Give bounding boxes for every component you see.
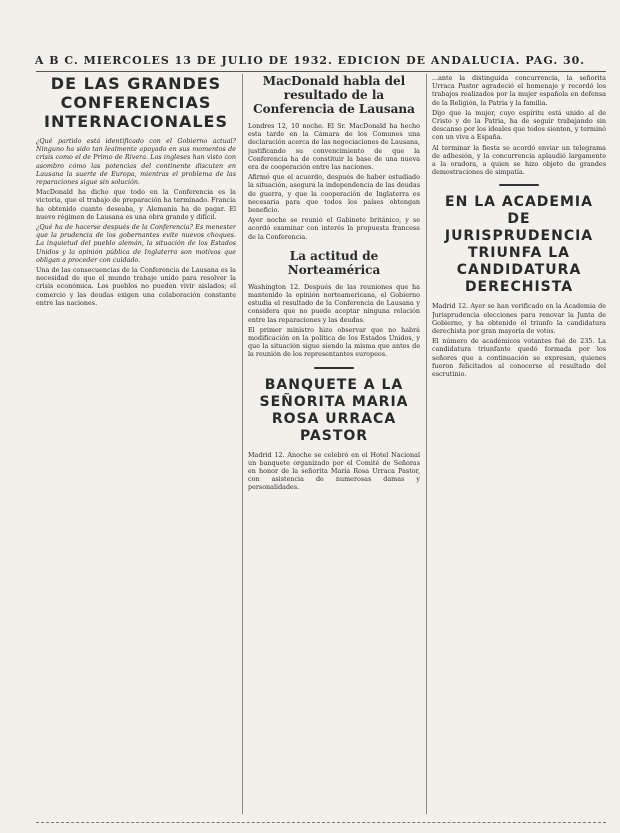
- column-3: [432, 74, 606, 814]
- article-headline: EN LA ACADEMIA DE JURISPRUDENCIA TRIUNFA LA CANDIDATURA DERECHISTA: [444, 194, 594, 296]
- article-paragraph: Washington 12. Después de las reuniones que ha mantenido la opinión norteamericana, el Gobierno estudia el resultado de la Conferencia de Lausana y considera que no puede aceptar ninguna relación entre las reparaciones y las deudas.: [248, 282, 420, 324]
- article-paragraph: Una de las consecuencias de la Conferencia de Lausana es la necesidad de que el mundo trabaje unido para resolver la crisis económica. Los pueblos no pueden vivir aislados; el comercio y las deudas exigen una colaboración constante entre las naciones.: [36, 266, 236, 307]
- article-paragraph: El primer ministro hizo observar que no habrá modificación en la política de los Estados Unidos, y que la situación sigue siendo la misma que antes de la reunión de los representantes europeos.: [248, 325, 420, 359]
- column-1: [36, 74, 236, 814]
- article-paragraph: El número de académicos votantes fué de 235. La candidatura triunfante quedó formada por los señores que a continuación se expresan, quienes fueron felicitados al conocerse el resultado del escrutinio.: [432, 337, 606, 379]
- article-paragraph: Al terminar la fiesta se acordó enviar un telegrama de adhesión, y la concurrencia aplaudió largamente a la oradora, a quien se hizo objeto de grandes demostraciones de simpatía.: [432, 143, 606, 177]
- article-paragraph: MacDonald ha dicho que todo en la Conferencia es la victoria, que el trabajo de preparación ha terminado. Francia ha obtenido cuanto deseaba, y Alemania ha de pagar. El nuevo régimen de Lausana es una obra grande y difícil.: [36, 188, 236, 221]
- section-divider: [499, 182, 539, 188]
- section-divider: [314, 365, 354, 371]
- header-rule: [36, 71, 606, 72]
- column-separator: [242, 74, 243, 814]
- footer-rule: [36, 822, 606, 823]
- article-headline: La actitud de Norteamérica: [287, 248, 381, 277]
- article-paragraph: ...ante la distinguida concurrencia, la señorita Urraca Pastor agradeció el homenaje y recordó los trabajos realizados por la mujer española en defensa de la Religión, la Patria y la familia.: [432, 74, 606, 107]
- article-headline: BANQUETE A LA SEÑORITA MARIA ROSA URRACA PASTOR: [259, 376, 409, 444]
- article-paragraph: Madrid 12. Anoche se celebró en el Hotel Nacional un banquete organizado por el Comité de Señoras en honor de la señorita María Rosa Urraca Pastor, con asistencia de numerosas damas y personalidades.: [248, 450, 420, 492]
- article-paragraph: ¿Qué partido está identificado con el Gobierno actual? Ninguno ha sido tan lealmente apoyado en sus momentos de crisis como el de Primo de Rivera. Los ingleses han visto con asombro cómo las potencias del continente discuten en Lausana la suerte de Europa, mientras el problema de las reparaciones sigue sin solución.: [36, 137, 236, 187]
- article-paragraph: ¿Qué ha de hacerse después de la Conferencia? Es menester que la prudencia de los gobernantes evite nuevos choques. La inquietud del pueblo alemán, la situación de los Estados Unidos y la opinión pública de Inglaterra son motivos que obligan a proceder con cuidado.: [36, 223, 236, 264]
- article-paragraph: Afirmó que el acuerdo, después de haber estudiado la situación, asegura la independencia de las deudas de guerra, y que la cooperación de Inglaterra es necesaria para que todos los países obtengan beneficio.: [248, 173, 420, 215]
- article-paragraph: Londres 12, 10 noche. El Sr. MacDonald ha hecho esta tarde en la Cámara de los Comunes una declaración acerca de las negociaciones de Lausana, justificando su convencimiento de que la Conferencia ha de constituir la base de una nueva era de cooperación entre las naciones.: [248, 122, 420, 172]
- article-headline: DE LAS GRANDES CONFERENCIAS INTERNACIONALES: [44, 74, 228, 131]
- column-2: [248, 74, 420, 814]
- article-paragraph: Ayer noche se reunió el Gabinete británico, y se acordó examinar con interés la propuesta francesa de la Conferencia.: [248, 216, 420, 241]
- page-header: A B C. MIERCOLES 13 DE JULIO DE 1932. EDICION DE ANDALUCIA. PAG. 30.: [34, 54, 586, 67]
- article-headline: MacDonald habla del resultado de la Conferencia de Lausana: [253, 74, 415, 116]
- column-separator: [426, 74, 427, 814]
- article-paragraph: Dijo que la mujer, cuyo espíritu está unido al de Cristo y de la Patria, ha de seguir trabajando sin descanso por los ideales que todos sienten, y terminó con un viva a España.: [432, 108, 606, 142]
- article-paragraph: Madrid 12. Ayer se han verificado en la Academia de Jurisprudencia elecciones para renovar la Junta de Gobierno, y ha obtenido el triunfo la candidatura derechista por gran mayoría de votos.: [432, 302, 606, 336]
